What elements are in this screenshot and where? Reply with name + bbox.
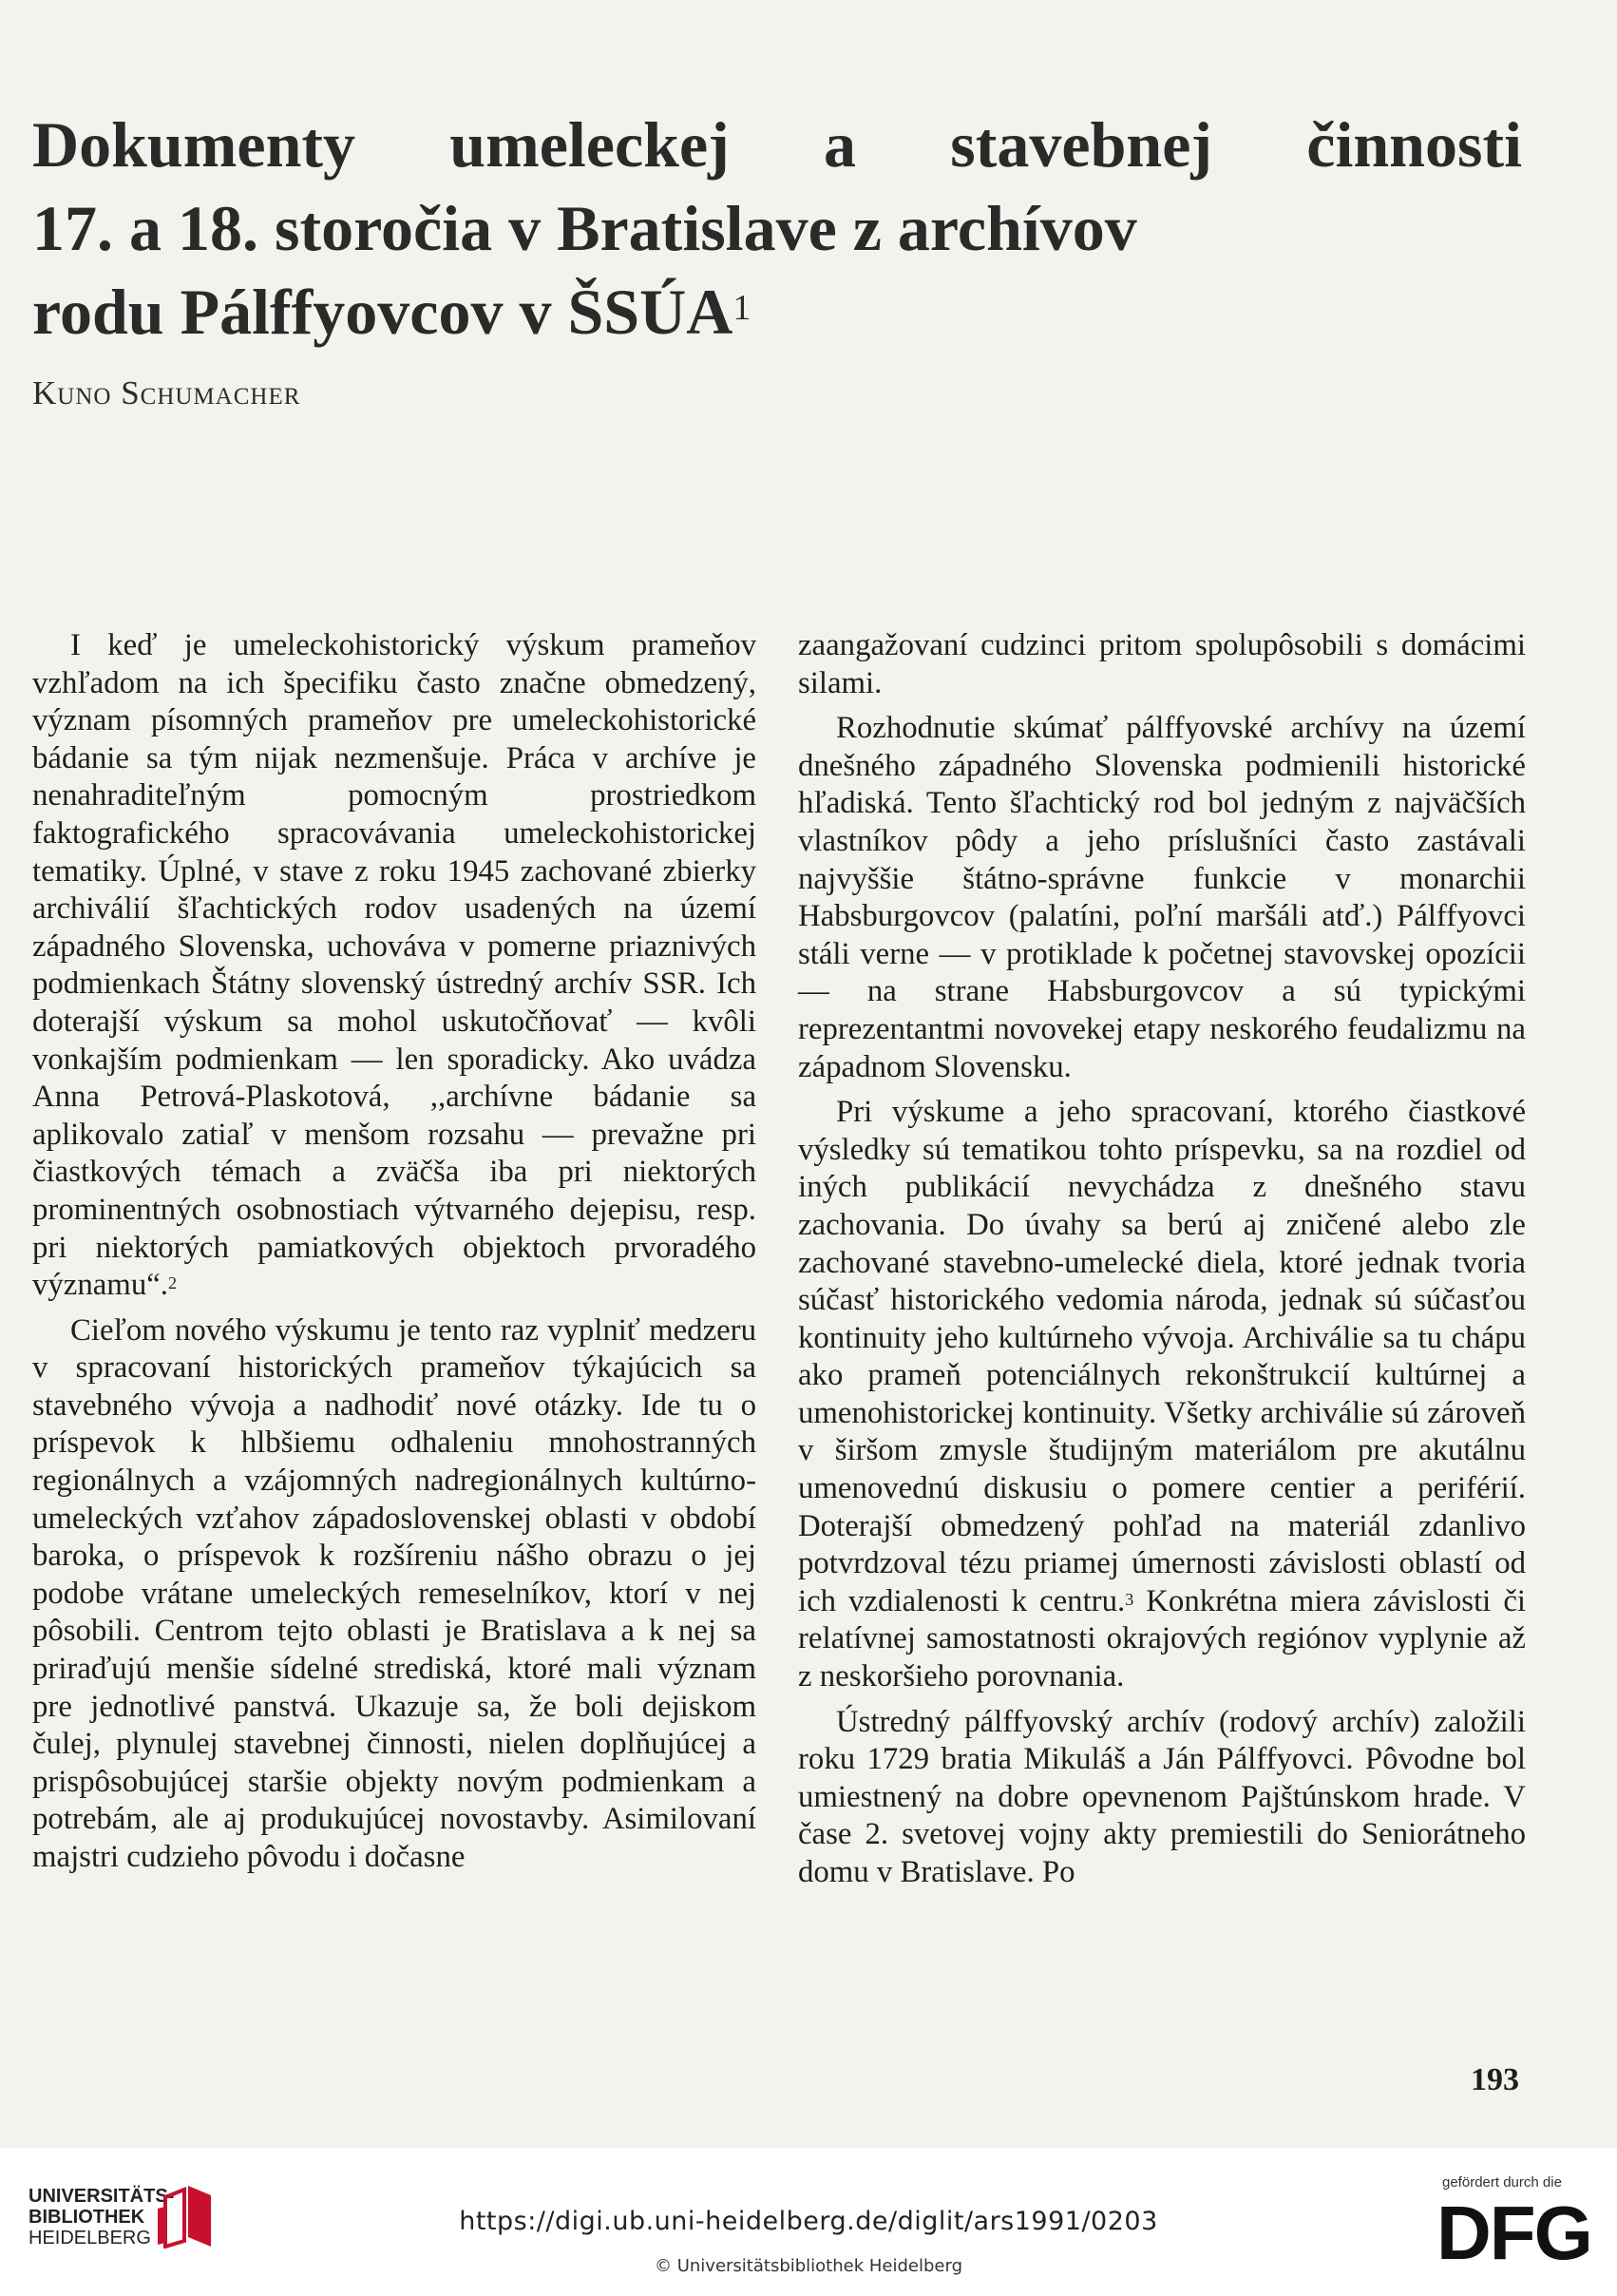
author-name: Kuno Schumacher	[32, 374, 301, 411]
right-paragraph-3	[798, 1094, 1526, 1696]
title-footnote-marker: 1	[732, 288, 751, 328]
library-line-3: HEIDELBERG	[29, 2228, 151, 2248]
library-line-2: BIBLIOTHEK	[29, 2207, 145, 2228]
left-paragraph-2: Cieľom nového výskumu je tento raz vyplniť medzeru v spracovaní historických prameňov týkajúcich sa stavebného vývoja a nadhodiť nové otázky. Ide tu o príspevok k hlbšiemu odhaleniu mnohostranných regionálnych a vzájomných nadregionálnych kultúrno-umeleckých vzťahov západoslovenskej oblasti v období baroka, o príspevok k rozšíreniu nášho obrazu o jej podobe vrátane umeleckých remeselníkov, ktorí v nej pôsobili. Centrom tejto oblasti je Bratislava a k nej sa priraďujú menšie sídelné strediská, ktoré mali význam pre jednotlivé panstvá. Ukazuje sa, že boli dejiskom čulej, plynulej stavebnej činnosti, nielen doplňujúcej a prispôsobujúcej staršie objekty novým podmienkam a potrebám, ale aj produkujúcej novostavby. Asimilovaní majstri cudzieho pôvodu i dočasne	[32, 1312, 756, 1874]
right-paragraph-3-text: Pri výskume a jeho spracovaní, ktorého čiastkové výsledky sú tematikou tohto príspevku, sa na rozdiel od iných publikácií nevychádza z dnešného stavu zachovania. Do úvahy sa berú aj zničené alebo zle zachované stavebno-umelecké diela, ktoré jednak tvoria súčasť historického vedomia národa, jednak sú súčasťou kontinuity jeho kultúrneho vývoja. Archiválie sa tu chápu ako prameň potenciálnych rekonštrukcií kultúrnej a umenohistorickej kontinuity. Všetky archiválie sú zároveň v širšom zmysle študijným materiálom pre akutálnu umenovednú diskusiu o pomere centier a periférií. Doterajší obmedzený pohľad na materiál zdanlivo potvrdzoval tézu priamej úmernosti závislosti oblastí od ich vzdialenosti k centru.	[798, 1095, 1526, 1618]
funder-caption: gefördert durch die	[1442, 2174, 1562, 2191]
right-paragraph-4: Ústredný pálffyovský archív (rodový archív) založili roku 1729 bratia Mikuláš a Ján Pálffyovci. Pôvodne bol umiestnený na dobre opevnenom Pajštúnskom hrade. V čase 2. svetovej vojny akty premiestili do Seniorátneho domu v Bratislave. Po	[798, 1704, 1526, 1889]
page-number: 193	[1471, 2062, 1519, 2097]
title-line-3	[32, 270, 1533, 354]
article-title	[32, 103, 1533, 354]
copyright-notice: © Universitätsbibliothek Heidelberg	[654, 2256, 962, 2276]
left-column	[32, 627, 756, 1877]
title-line-1: Dokumenty umeleckej a stavebnej činnosti	[32, 108, 1522, 181]
right-paragraph-1: zaangažovaní cudzinci pritom spolupôsobili s domácimi silami.	[798, 628, 1526, 700]
footnote-marker-3: 3	[1125, 1589, 1134, 1609]
dfg-logo: DFG	[1436, 2191, 1591, 2275]
title-line-3-text: rodu Pálffyovcov v ŠSÚA	[32, 276, 733, 348]
right-paragraph-2: Rozhodnutie skúmať pálffyovské archívy na území dnešného západného Slovenska podmienili historické hľadiská. Tento šľachtický rod bol jedným z najväčších vlastníkov pôdy a jeho príslušníci často zastávali najvyššie štátno-správne funkcie v monarchii Habsburgovcov (palatíni, poľní maršáli atď.) Pálffyovci stáli verne — v protiklade k početnej stavovskej opozícii — na strane Habsburgovcov a sú typickými reprezentantmi novovekej etapy neskorého feudalizmu na západnom Slovensku.	[798, 711, 1526, 1084]
library-line-1: UNIVERSITÄTS-	[29, 2186, 175, 2207]
left-paragraph-1-text: I keď je umeleckohistorický výskum prameňov vzhľadom na ich špecifiku často značne obmedzený, význam písomných prameňov pre umeleckohistorické bádanie sa tým nijak nezmenšuje. Práca v archíve je nenahraditeľným pomocným prostriedkom faktografického spracovávania umeleckohistorickej tematiky. Úplné, v stave z roku 1945 zachované zbierky archiválií šľachtických rodov usadených na území západného Slovenska, uchováva v pomerne priaznivých podmienkach Štátny slovenský ústredný archív SSR. Ich doterajší výskum sa mohol uskutočňovať — kvôli vonkajším podmienkam — len sporadicky. Ako uvádza Anna Petrová-Plaskotová, ,,archívne bádanie sa aplikovalo zatiaľ v menšom rozsahu — prevažne pri čiastkových témach a zväčša iba pri niektorých prominentných osobnostiach výtvarného dejepisu, resp. pri niektorých pamiatkových objektoch prvoradého významu“.	[32, 628, 756, 1303]
title-line-2: 17. a 18. storočia v Bratislave z archívov	[32, 192, 1137, 264]
right-column	[798, 627, 1526, 1892]
left-paragraph-1	[32, 627, 756, 1305]
footnote-marker-2: 2	[167, 1273, 177, 1293]
document-url-link[interactable]: https://digi.ub.uni-heidelberg.de/diglit/ars1991/0203	[459, 2207, 1158, 2236]
right-paragraph-3-tail: Konkrétna miera závislosti či relatívnej samostatnosti okrajových regiónov vyplynie až z neskoršieho porovnania.	[798, 1583, 1526, 1694]
